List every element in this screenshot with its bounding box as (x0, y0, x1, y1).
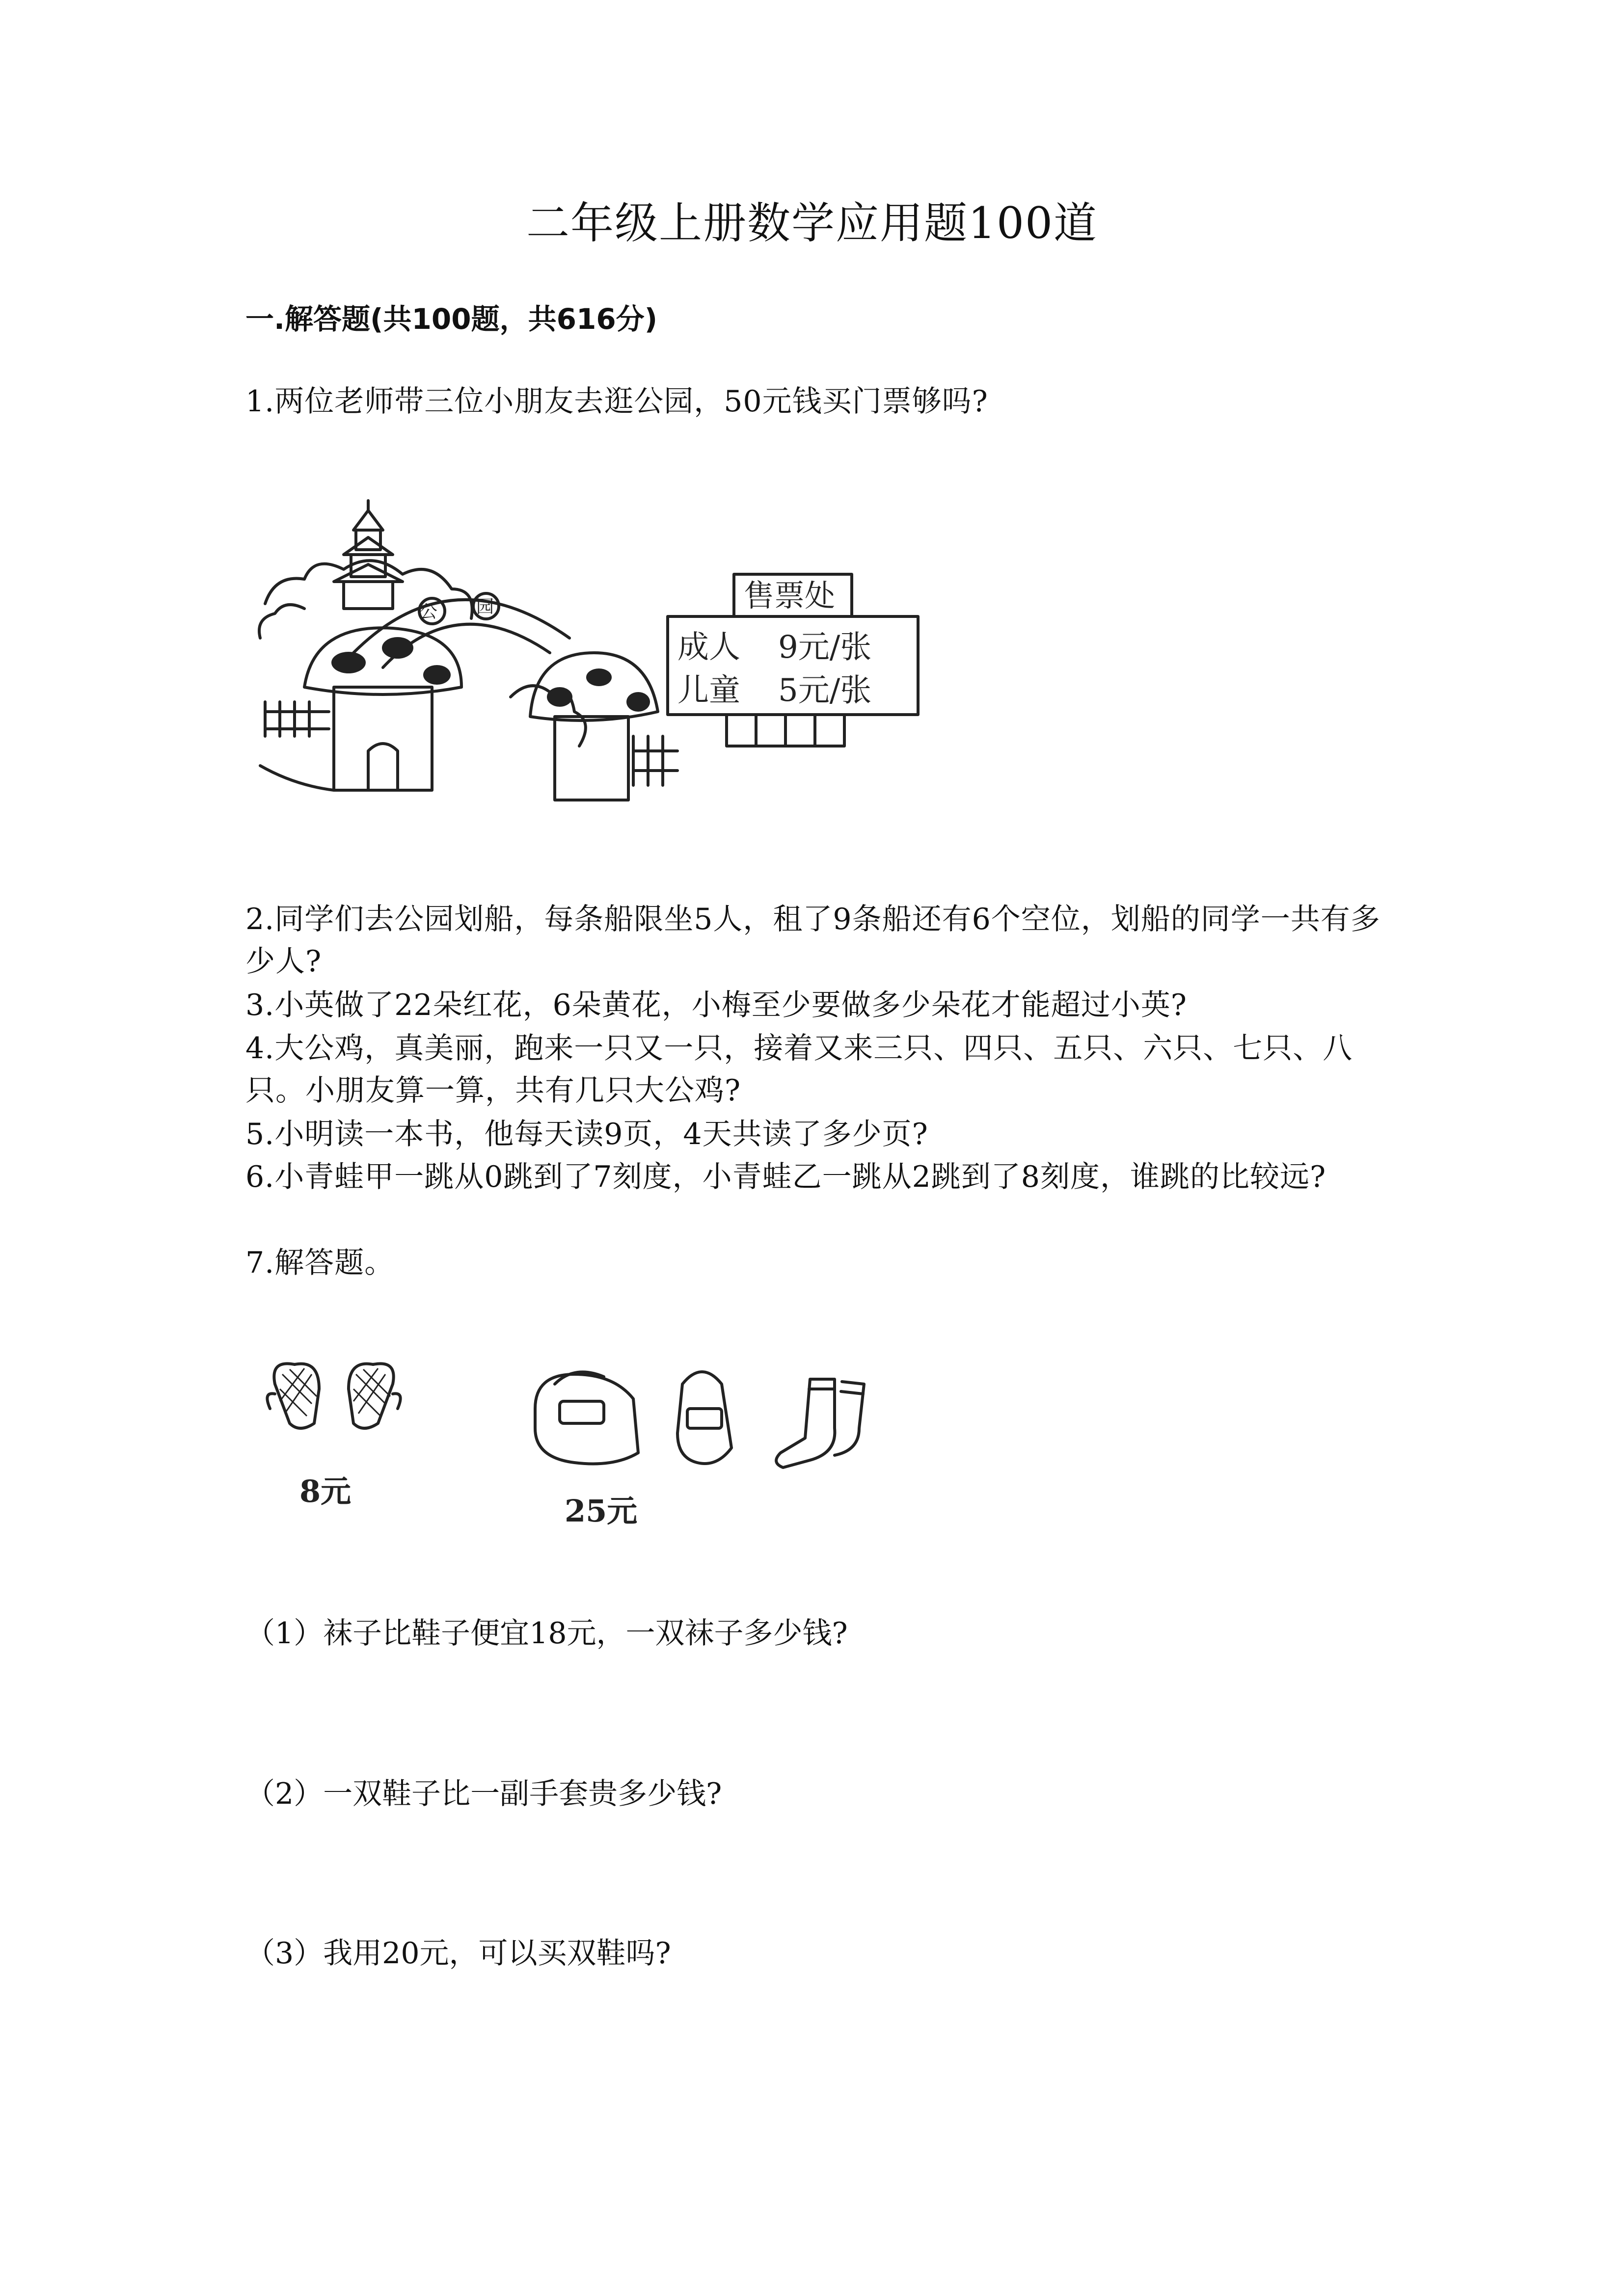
question-2: 2.同学们去公园划船，每条船限坐5人，租了9条船还有6个空位，划船的同学一共有多少人? (245, 902, 1380, 979)
socks-icon (776, 1379, 864, 1468)
gate-sign-char-1: 公 (420, 602, 438, 622)
section-heading: 一.解答题(共100题，共616分) (245, 302, 658, 336)
page-title: 二年级上册数学应用题100道 (526, 198, 1098, 248)
adult-label: 成人 (677, 629, 740, 666)
child-label: 儿童 (677, 672, 740, 709)
child-price: 5元/张 (778, 672, 872, 709)
shoes-price: 25元 (565, 1493, 638, 1529)
question-3: 3.小英做了22朵红花，6朵黄花，小梅至少要做多少朵花才能超过小英? (245, 988, 1187, 1022)
question-1: 1.两位老师带三位小朋友去逛公园，50元钱买门票够吗? (245, 384, 988, 419)
question-6: 6.小青蛙甲一跳从0跳到了7刻度，小青蛙乙一跳从2跳到了8刻度，谁跳的比较远? (245, 1160, 1326, 1194)
adult-price: 9元/张 (778, 629, 872, 666)
question-7: 7.解答题。 (245, 1246, 395, 1280)
gloves-icon (267, 1363, 400, 1428)
shoes-icon (535, 1372, 731, 1464)
gloves-price: 8元 (299, 1473, 352, 1509)
gate-sign-char-2: 园 (476, 597, 494, 617)
question-4: 4.大公鸡，真美丽，跑来一只又一只，接着又来三只、四只、五只、六只、七只、八只。小朋友算一算，共有几只大公鸡? (245, 1031, 1353, 1108)
sub-question-1: （1）袜子比鞋子便宜18元，一双袜子多少钱? (245, 1616, 848, 1651)
items-illustration (260, 1355, 947, 1541)
park-gate-illustration (255, 491, 952, 810)
sub-question-2: （2）一双鞋子比一副手套贵多少钱? (245, 1777, 722, 1811)
question-5: 5.小明读一本书，他每天读9页，4天共读了多少页? (245, 1117, 928, 1151)
ticket-office-label: 售票处 (744, 578, 836, 614)
sub-question-3: （3）我用20元，可以买双鞋吗? (245, 1936, 671, 1971)
